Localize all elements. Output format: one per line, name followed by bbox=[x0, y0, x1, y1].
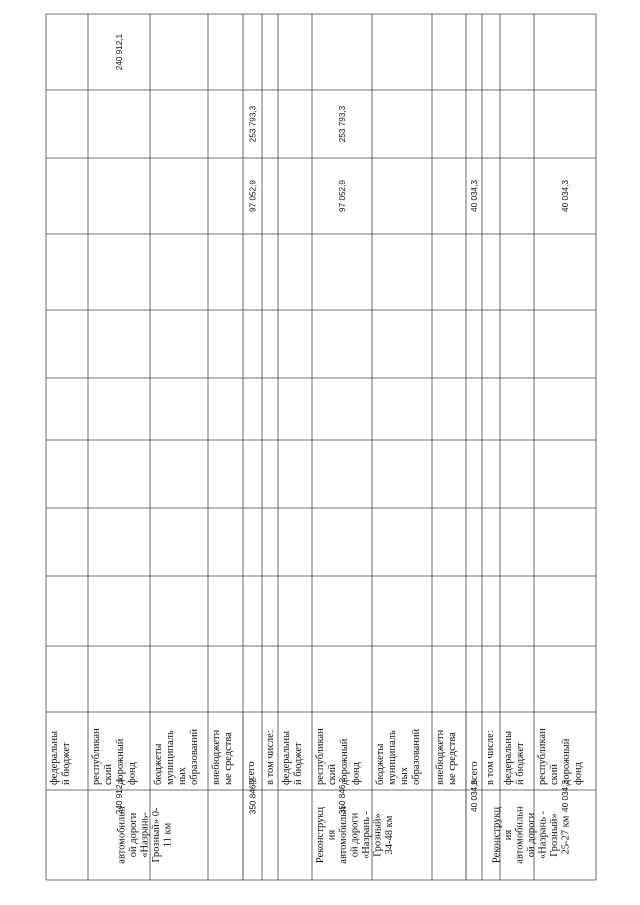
row-label-line: фонд bbox=[127, 761, 138, 785]
row-label-line: ский bbox=[327, 764, 338, 785]
cell-value: 40 034,3 bbox=[561, 780, 570, 812]
row-label-line: фонд bbox=[351, 761, 362, 785]
cell-value: 40 034,3 bbox=[470, 180, 479, 212]
row-label-line: бюджеты bbox=[153, 743, 164, 785]
section-name-line: 25-27 км bbox=[560, 815, 572, 855]
section-name-line: 11 км bbox=[162, 822, 174, 848]
section-name-line: «Назрань - bbox=[537, 810, 549, 860]
row-label-line: ных bbox=[177, 767, 188, 785]
row-label-line: ые средства bbox=[223, 732, 234, 785]
row-label-line: бюджеты bbox=[375, 743, 386, 785]
section-name-line: Реконструкц bbox=[491, 806, 503, 864]
row-label-line: фонд bbox=[573, 761, 584, 785]
row-label-line: внебюджетн bbox=[435, 729, 446, 785]
row-label-line: дорожный bbox=[339, 738, 350, 785]
section-name-line: «Назрань- bbox=[139, 812, 151, 858]
section-name-line: ия bbox=[503, 829, 514, 841]
section-name-line: 34-48 км bbox=[384, 815, 395, 855]
row-label-line: ский bbox=[103, 764, 114, 785]
row-label-line: федеральны bbox=[49, 730, 60, 785]
row-label-line: ые средства bbox=[447, 732, 458, 785]
cell-value: 350 846,2 bbox=[338, 777, 347, 815]
cell-value: 240 912,1 bbox=[115, 33, 124, 71]
row-label-line: республикан bbox=[537, 728, 548, 785]
section-name-line: Реконструкц bbox=[315, 806, 326, 864]
row-label-line: федеральны bbox=[503, 730, 514, 785]
row-label-line: федеральны bbox=[281, 730, 292, 785]
row-label-line: муниципаль bbox=[165, 730, 176, 785]
row-label-line: й бюджет bbox=[61, 742, 72, 785]
section-name-line: автомобильн bbox=[116, 806, 128, 864]
cell-value: 97 052,9 bbox=[338, 180, 347, 212]
row-label-line: дорожный bbox=[115, 738, 126, 785]
row-label-line: в том числе: bbox=[265, 730, 276, 785]
cell-value: 40 034,3 bbox=[470, 780, 479, 812]
section-name-line: Грозный» bbox=[549, 813, 560, 857]
row-label-line: всего bbox=[469, 761, 480, 785]
row-label-line: в том числе: bbox=[485, 730, 496, 785]
cell-value: 253 793,3 bbox=[338, 105, 347, 143]
row-label-line: республикан bbox=[91, 728, 102, 785]
section-name-line: автомобильн bbox=[514, 806, 526, 864]
section-name-line: ой дороги bbox=[349, 812, 361, 858]
cell-value: 240 912,1 bbox=[115, 777, 124, 815]
section-name-line: Грозный» bbox=[372, 813, 384, 857]
row-label-line: муниципаль bbox=[387, 730, 398, 785]
row-label-line: й бюджет bbox=[293, 742, 304, 785]
section-name-line: автомобильн bbox=[338, 806, 349, 864]
row-label-line: й бюджет bbox=[515, 742, 526, 785]
cell-value: 97 052,9 bbox=[248, 180, 258, 212]
row-label-line: образований bbox=[189, 728, 200, 785]
cell-value: 253 793,3 bbox=[248, 105, 258, 143]
row-label-line: всего bbox=[246, 761, 257, 785]
row-label-line: внебюджетн bbox=[211, 729, 222, 785]
section-name-line: ой дороги bbox=[526, 812, 537, 858]
row-label-line: дорожный bbox=[561, 738, 572, 785]
section-name-line: «Назрань - bbox=[361, 810, 372, 860]
section-name-line: Грозный» 0- bbox=[151, 807, 162, 863]
cell-value: 40 034,3 bbox=[561, 180, 570, 212]
row-label-line: ский bbox=[549, 764, 560, 785]
section-name-line: ой дороги bbox=[128, 812, 139, 858]
row-label-line: образований bbox=[411, 728, 422, 785]
row-label-line: республикан bbox=[315, 728, 326, 785]
row-label-line: ных bbox=[399, 767, 410, 785]
cell-value: 350 846,2 bbox=[248, 777, 258, 815]
section-name-line: ия bbox=[326, 829, 338, 841]
